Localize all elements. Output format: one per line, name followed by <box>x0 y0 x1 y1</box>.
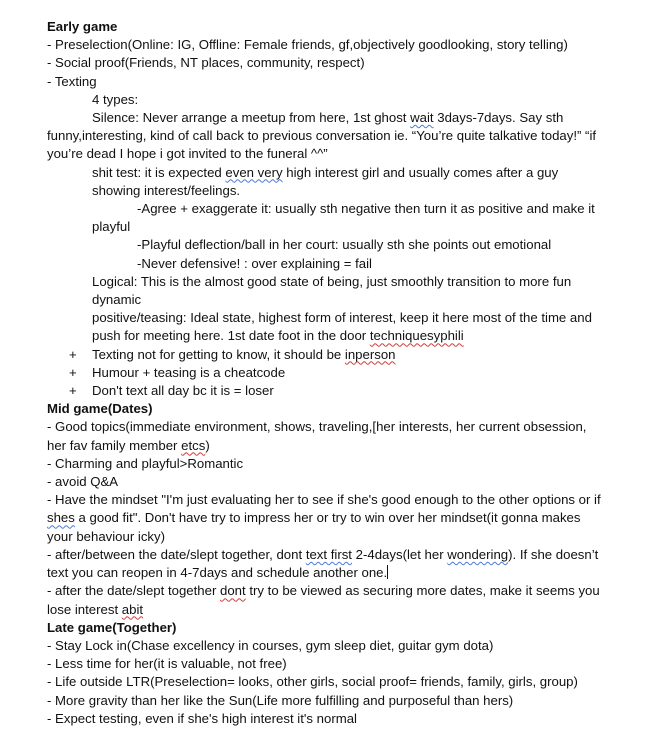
text-span: push for meeting here. 1st date foot in the door <box>92 328 370 344</box>
text-span: Logical: This is the almost good state of being, just smoothly transition to more fun <box>92 273 572 289</box>
text-span: text you can reopen in 4-7days and schedule another one. <box>47 565 388 581</box>
text-span: a good fit". Don't have try to impress her or try to win over her mindset(it gonna makes <box>74 510 581 526</box>
text-line <box>47 582 637 600</box>
text-line <box>47 200 637 218</box>
text-span: positive/teasing: Ideal state, highest form of interest, keep it here most of the time and <box>92 310 592 326</box>
text-line <box>47 91 637 109</box>
spelling-error-word: etcs <box>181 437 206 453</box>
text-span: dynamic <box>92 292 142 308</box>
text-span: - avoid Q&A <box>47 474 119 490</box>
text-span: Humour + teasing is a cheatcode <box>92 364 286 380</box>
spelling-error-word: inperson <box>344 346 396 362</box>
text-line <box>47 109 637 127</box>
text-line <box>47 491 637 509</box>
text-span: ) <box>205 437 210 453</box>
bullet-marker: + <box>69 346 77 362</box>
text-line <box>47 455 637 473</box>
text-span: try to be viewed as securing more dates, make it seems you <box>245 583 600 599</box>
text-span: showing interest/feelings. <box>92 182 241 198</box>
bullet-item <box>47 364 637 382</box>
text-line <box>47 327 637 345</box>
bullet-marker: + <box>69 364 77 380</box>
text-span: -Never defensive! : over explaining = fail <box>137 255 372 271</box>
text-line <box>47 564 637 582</box>
section-heading: Mid game(Dates) <box>47 401 153 417</box>
text-span: -Playful deflection/ball in her court: usually sth she points out emotional <box>137 237 552 253</box>
text-line <box>47 473 637 491</box>
text-span: - Expect testing, even if she's high interest it's normal <box>47 710 357 726</box>
text-span: - Have the mindset "I'm just evaluating her to see if she's good enough to the other options or if <box>47 492 601 508</box>
grammar-suggestion-word: shes <box>47 510 75 526</box>
text-line <box>47 273 637 291</box>
bullet-item <box>47 346 637 364</box>
text-span: - Good topics(immediate environment, shows, traveling,[her interests, her current obsession, <box>47 419 587 435</box>
text-line <box>47 127 637 145</box>
text-span: Silence: Never arrange a meetup from here, 1st ghost <box>92 110 411 126</box>
text-line <box>47 601 637 619</box>
document-body[interactable] <box>47 18 637 728</box>
text-line <box>47 182 637 200</box>
text-line <box>47 437 637 455</box>
text-span: Don't text all day bc it is = loser <box>92 383 274 399</box>
grammar-suggestion-word: wondering <box>447 546 509 562</box>
text-span: - after/between the date/slept together, dont <box>47 546 306 562</box>
text-line <box>47 509 637 527</box>
section-heading: Early game <box>47 19 118 34</box>
bullet-item <box>47 382 637 400</box>
text-line <box>47 73 637 91</box>
text-line <box>47 36 637 54</box>
text-span: high interest girl and usually comes after a guy <box>282 164 559 180</box>
text-span: your behaviour icky) <box>47 528 166 544</box>
text-span: - Life outside LTR(Preselection= looks, other girls, social proof= friends, family, girls, group) <box>47 674 578 690</box>
text-span: -Agree + exaggerate it: usually sth negative then turn it as positive and make it <box>137 201 595 217</box>
text-span: - Social proof(Friends, NT places, community, respect) <box>47 55 365 71</box>
text-span: funny,interesting, kind of call back to previous conversation ie. “You’re quite talkative today!” “if <box>47 128 597 144</box>
text-span: lose interest <box>47 601 122 617</box>
text-line <box>47 528 637 546</box>
text-line <box>47 218 637 236</box>
text-line <box>47 418 637 436</box>
section-heading: Late game(Together) <box>47 619 177 635</box>
text-span: - Preselection(Online: IG, Offline: Female friends, gf,objectively goodlooking, story telling) <box>47 37 568 53</box>
text-span: - after the date/slept together <box>47 583 221 599</box>
text-line <box>47 637 637 655</box>
text-line <box>47 236 637 254</box>
bullet-marker: + <box>69 383 77 399</box>
grammar-suggestion-word: even very <box>225 164 283 180</box>
text-span: - Texting <box>47 73 97 89</box>
text-line <box>47 291 637 309</box>
text-span: - Less time for her(it is valuable, not free) <box>47 656 287 672</box>
text-line <box>47 255 637 273</box>
text-span: - Charming and playful>Romantic <box>47 455 244 471</box>
text-line <box>47 710 637 728</box>
text-span: 4 types: <box>92 91 139 107</box>
text-line <box>47 692 637 710</box>
text-line <box>47 309 637 327</box>
text-span: - Stay Lock in(Chase excellency in courses, gym sleep diet, guitar gym dota) <box>47 637 494 653</box>
text-span: ). If she doesn’t <box>508 546 599 562</box>
text-line <box>47 655 637 673</box>
text-span: Texting not for getting to know, it should be <box>92 346 345 362</box>
text-span: her fav family member <box>47 437 182 453</box>
text-span: playful <box>92 219 131 235</box>
text-line <box>47 673 637 691</box>
text-line <box>47 54 637 72</box>
text-line <box>47 145 637 163</box>
text-span: shit test: it is expected <box>92 164 226 180</box>
text-span: 3days-7days. Say sth <box>433 110 564 126</box>
text-span: 2-4days(let her <box>351 546 448 562</box>
spelling-error-word: abit <box>121 601 144 617</box>
text-cursor <box>387 565 388 579</box>
grammar-suggestion-word: text first <box>305 546 352 562</box>
text-line <box>47 164 637 182</box>
text-line <box>47 546 637 564</box>
spelling-error-word: dont <box>220 583 246 599</box>
grammar-suggestion-word: wait <box>410 110 434 126</box>
spelling-error-word: techniquesyphili <box>369 328 464 344</box>
text-span: - More gravity than her like the Sun(Life more fulfilling and purposeful than hers) <box>47 692 514 708</box>
text-span: you’re dead I hope i got invited to the funeral ^^” <box>47 146 328 162</box>
